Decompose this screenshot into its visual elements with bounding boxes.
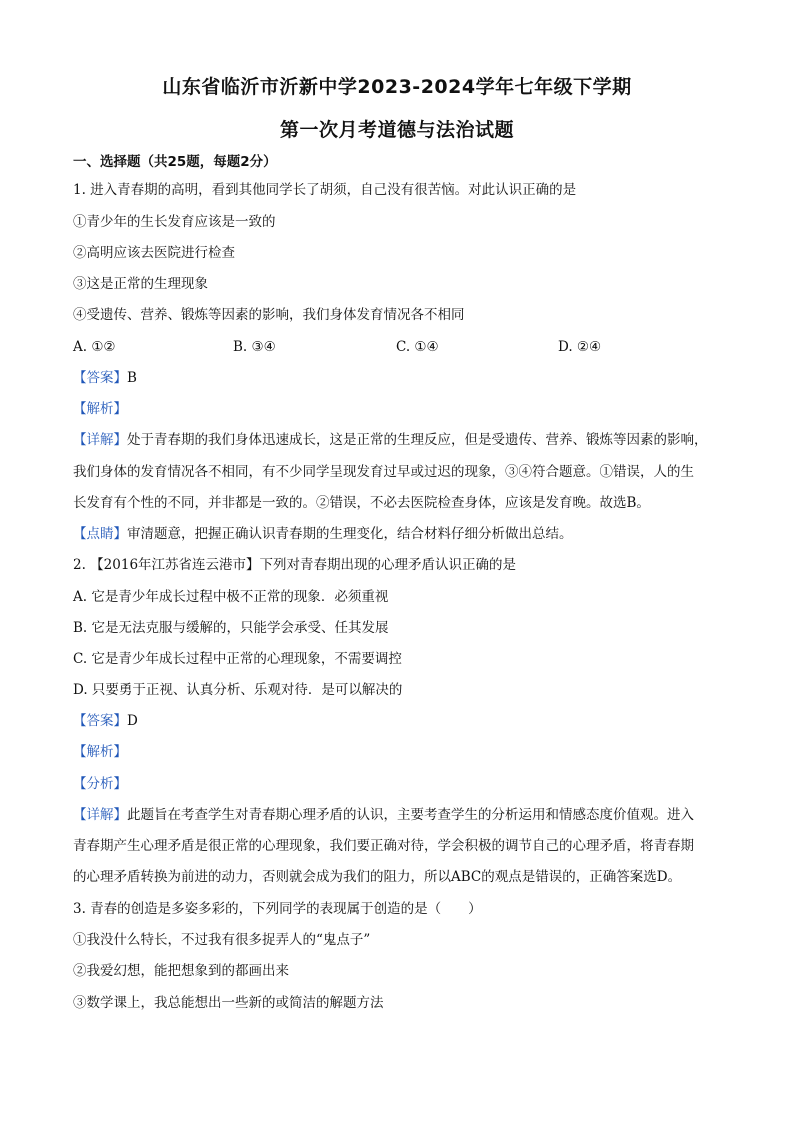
q2-detail-text1: 此题旨在考查学生对青春期心理矛盾的认识，主要考查学生的分析运用和情感态度价值观。进入 [127, 807, 694, 823]
q3-stem: 3. 青春的创造是多姿多彩的，下列同学的表现属于创造的是（ ） [73, 901, 482, 917]
q1-answer-value: B [127, 370, 137, 386]
q2-analysis-label: 【解析】 [73, 744, 127, 760]
q1-stem: 1. 进入青春期的高明，看到其他同学长了胡须，自己没有很苦恼。对此认识正确的是 [73, 182, 577, 198]
q2-source: 【2016年江苏省连云港市】 [90, 557, 260, 573]
q2-option-c: C. 它是青少年成长过程中正常的心理现象，不需要调控 [73, 651, 402, 667]
q1-option-b: B. ③④ [233, 339, 276, 355]
q1-option-a: A. ①② [73, 339, 116, 355]
q1-option-d: D. ②④ [558, 339, 602, 355]
q1-detail-line3: 长发育有个性的不同，并非都是一致的。②错误，不必去医院检查身体，应该是发育晚。故选B。 [73, 495, 650, 511]
q1-comment [73, 526, 573, 542]
q1-comment-text: 审清题意，把握正确认识青春期的生理变化，结合材料仔细分析做出总结。 [127, 526, 573, 542]
q2-stem-text: 下列对青春期出现的心理矛盾认识正确的是 [259, 557, 517, 573]
q2-detail-line1 [73, 807, 694, 823]
q1-comment-tag: 【点睛】 [73, 526, 127, 542]
q1-statement-2: ②高明应该去医院进行检查 [73, 245, 235, 261]
q3-statement-3: ③数学课上，我总能想出一些新的或简洁的解题方法 [73, 995, 384, 1011]
q1-detail-text1: 处于青春期的我们身体迅速成长，这是正常的生理反应，但是受遗传、营养、锻炼等因素的影响， [127, 432, 708, 448]
q2-number: 2. [73, 557, 91, 573]
q1-statement-1: ①青少年的生长发育应该是一致的 [73, 214, 276, 230]
q2-fenxi-label: 【分析】 [73, 776, 127, 792]
q3-statement-1: ①我没什么特长，不过我有很多捉弄人的“鬼点子” [73, 932, 371, 948]
document-title-line1: 山东省临沂市沂新中学2023-2024学年七年级下学期 [162, 76, 632, 98]
q2-option-a: A. 它是青少年成长过程中极不正常的现象．必须重视 [73, 589, 389, 605]
q1-answer-tag: 【答案】 [73, 370, 127, 386]
q1-detail-line1 [73, 432, 708, 448]
q2-stem [73, 557, 516, 573]
q1-statement-4: ④受遗传、营养、锻炼等因素的影响，我们身体发育情况各不相同 [73, 307, 465, 323]
q1-analysis-tag [73, 401, 127, 417]
q2-fenxi-tag [73, 776, 127, 792]
q2-detail-line2: 青春期产生心理矛盾是很正常的心理现象，我们要正确对待，学会积极的调节自己的心理矛盾，将青春期 [73, 838, 694, 854]
q2-detail-line3: 的心理矛盾转换为前进的动力，否则就会成为我们的阻力，所以ABC的观点是错误的，正确答案选D。 [73, 869, 682, 885]
q1-analysis-label: 【解析】 [73, 401, 127, 417]
q2-option-d: D. 只要勇于正视、认真分析、乐观对待．是可以解决的 [73, 682, 403, 698]
q2-answer-value: D [127, 713, 138, 729]
section-heading: 一、选择题（共25题，每题2分） [73, 154, 277, 170]
q1-detail-tag: 【详解】 [73, 432, 127, 448]
q1-detail-line2: 我们身体的发育情况各不相同，有不少同学呈现发育过早或过迟的现象，③④符合题意。①错误，人的生 [73, 464, 694, 480]
q1-statement-3: ③这是正常的生理现象 [73, 276, 208, 292]
q2-answer [73, 713, 138, 729]
q2-analysis-tag [73, 744, 127, 760]
q2-answer-tag: 【答案】 [73, 713, 127, 729]
document-title-line2: 第一次月考道德与法治试题 [279, 119, 514, 141]
q1-answer [73, 370, 137, 386]
q2-option-b: B. 它是无法克服与缓解的，只能学会承受、任其发展 [73, 620, 389, 636]
q3-statement-2: ②我爱幻想，能把想象到的都画出来 [73, 963, 289, 979]
q2-detail-tag: 【详解】 [73, 807, 127, 823]
q1-option-c: C. ①④ [396, 339, 439, 355]
